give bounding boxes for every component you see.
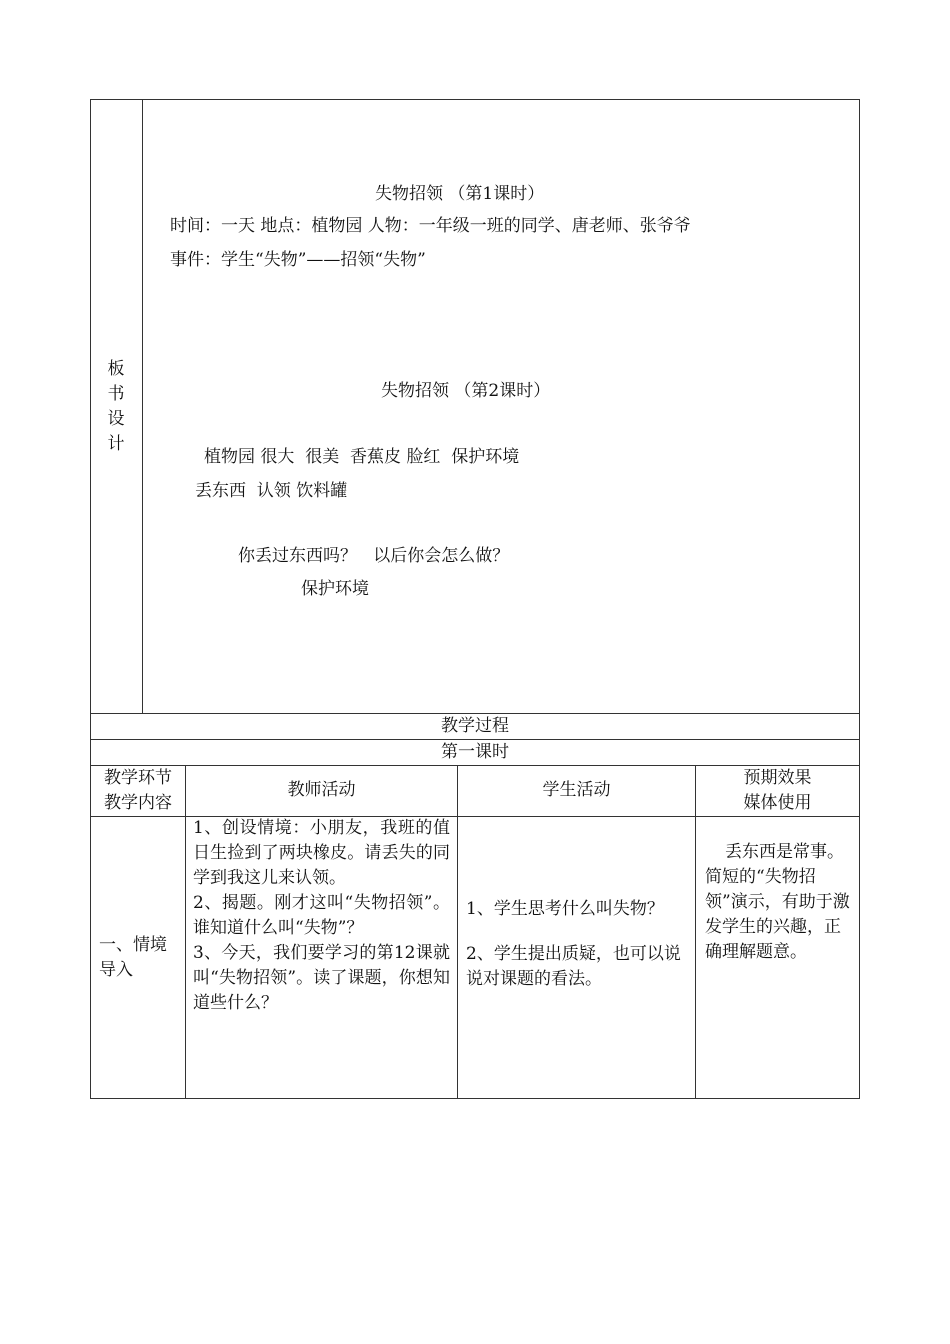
table-border-bottom (90, 1098, 860, 1099)
student-step: 1、学生思考什么叫失物？ (466, 899, 664, 919)
student-step: 2、学生提出质疑，也可以说说对课题的看法。 (466, 944, 681, 989)
header-col1-line2: 教学内容 (104, 793, 172, 813)
board-label-char: 设 (107, 409, 125, 429)
board-label-divider (142, 99, 143, 713)
teacher-step: 3、今天，我们要学习的第12课就叫“失物招领”。读了课题，你想知道些什么？ (193, 943, 450, 1013)
board-label-char: 计 (107, 434, 125, 454)
lesson1-event: 事件：学生“失物”——招领“失物” (170, 250, 426, 270)
header-teacher-activity: 教师活动 (287, 780, 356, 800)
row1-section: 一、情境导入 (99, 935, 167, 980)
row1-expected-effect: 丢东西是常事。简短的“失物招领”演示，有助于激发学生的兴趣，正确理解题意。 (705, 842, 850, 962)
board-label-char: 板 (107, 359, 125, 379)
lesson1-time-place-people: 时间：一天 地点：植物园 人物：一年级一班的同学、唐老师、张爷爷 (170, 216, 691, 236)
header-student-activity: 学生活动 (542, 780, 611, 800)
header-col4-line1: 预期效果 (743, 768, 812, 788)
lesson1-title: 失物招领 （第1课时） (375, 184, 545, 204)
col-divider-1 (185, 765, 186, 1099)
header-effect-media (696, 766, 859, 816)
header-col1-line1: 教学环节 (104, 768, 172, 788)
board-label-char: 书 (107, 384, 125, 404)
answer-line: 保护环境 (301, 579, 369, 599)
table-border-top (90, 99, 860, 100)
teacher-step: 1、创设情境：小朋友，我班的值日生捡到了两块橡皮。请丢失的同学到我这儿来认领。 (193, 818, 450, 888)
lesson2-title: 失物招领 （第2课时） (381, 381, 551, 401)
lesson2-words-line2: 丢东西 认领 饮料罐 (195, 481, 348, 501)
table-border-left (90, 99, 91, 1099)
col-divider-2 (457, 765, 458, 1099)
table-border-right (859, 99, 860, 1099)
header-col4-line2: 媒体使用 (743, 793, 812, 813)
teacher-step: 2、揭题。刚才这叫“失物招领”。谁知道什么叫“失物”？ (193, 893, 450, 938)
session-title: 第一课时 (441, 742, 509, 762)
lesson2-words-line1: 植物园 很大 很美 香蕉皮 脸红 保护环境 (204, 447, 520, 467)
row1-teacher-activity (193, 816, 450, 1046)
question-line: 你丢过东西吗？ 以后你会怎么做？ (238, 546, 510, 566)
header-section-content (91, 766, 185, 816)
row1-student-activity (466, 897, 690, 1007)
process-title: 教学过程 (441, 716, 509, 736)
